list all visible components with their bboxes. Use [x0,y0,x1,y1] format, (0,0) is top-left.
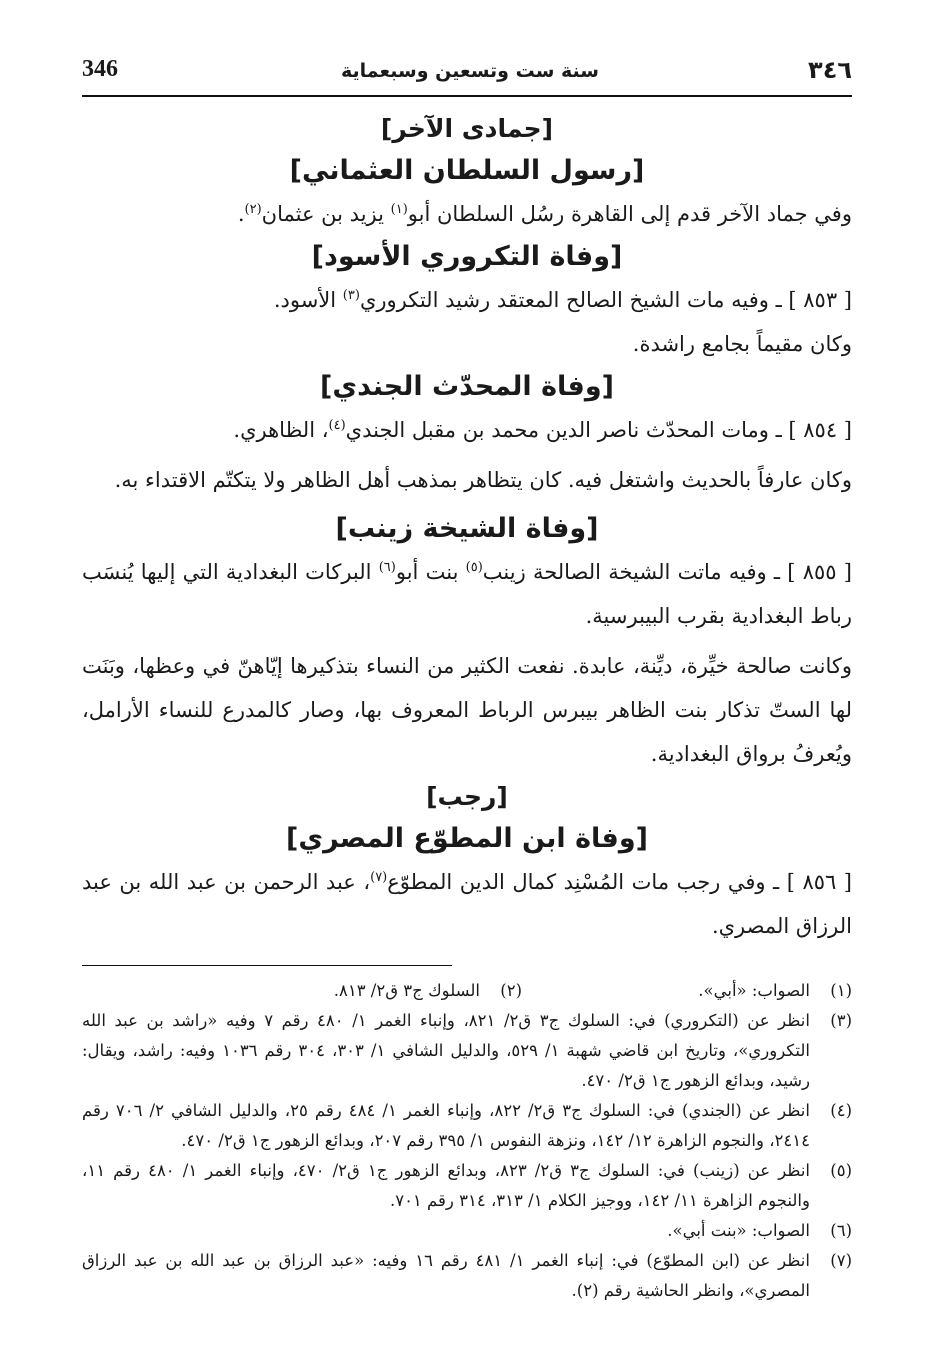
footnote-marker: (٥) [830,1161,852,1180]
footnote-text: الصواب: «بنت أبي». [667,1221,810,1240]
footnote-marker: (٣) [830,1011,852,1030]
footnote-6 [82,1216,852,1246]
header-rule [82,95,852,97]
month-heading-rajab: [رجب] [426,782,508,811]
footnote-2 [192,976,522,1006]
footnote-1 [522,976,852,1006]
text-span: ـ وفي رجب مات المُسْنِد كمال الدين المطوّع [387,870,787,894]
text-span: . [237,202,245,226]
footnote-ref-6: (٦) [378,560,396,575]
entry-856 [82,860,852,948]
text-span: ، عبد الرحمن بن عبد الله بن عبد الرزاق المصري. [82,870,852,938]
text-span: ـ ومات المحدّث ناصر الدين محمد بن مقبل الجندي [345,418,789,442]
entry-855 [82,550,852,638]
entry-853 [82,278,852,322]
text-span: البركات البغدادية التي إليها يُنسَب رباط البغدادية بقرب البيبرسية. [82,560,852,628]
footnote-marker: (١) [830,981,852,1000]
entry-number: [ ٨٥٣ ] [788,288,852,312]
text-span: الأسود. [273,288,343,312]
main-text [82,108,852,948]
footnote-ref-4: (٤) [328,418,346,433]
footnote-rule [82,965,452,966]
footnote-3 [82,1006,852,1096]
footnote-5 [82,1156,852,1216]
text-span: وفي جماد الآخر قدم إلى القاهرة رسُل السلطان أبو [407,202,852,226]
footnote-marker: (٦) [830,1221,852,1240]
footnote-ref-3: (٣) [342,288,360,303]
footnote-marker: (٤) [830,1101,852,1120]
text-span: بنت أبو [395,560,466,584]
text-span: يزيد بن عثمان [261,202,391,226]
footnote-text: الصواب: «أبي». [698,981,810,1000]
footnote-4 [82,1096,852,1156]
footnote-row-1-2 [82,976,852,1006]
section-heading-jundi: [وفاة المحدّث الجندي] [320,371,614,402]
footnote-text: انظر عن (ابن المطوّع) في: إنباء الغمر ١/ ٤٨١ رقم ١٦ وفيه: «عبد الرزاق بن عبد الله بن عبد الرزاق المصري»، وانظر الحاشية رقم (٢). [82,1251,810,1300]
running-header-title: سنة ست وتسعين وسبعماية [341,60,599,82]
footnote-ref-2: (٢) [244,202,262,217]
footnote-7 [82,1246,852,1306]
entry-number: [ ٨٥٥ ] [787,560,852,584]
entry-number: [ ٨٥٤ ] [788,418,852,442]
footnote-text: انظر عن (التكروري) في: السلوك ج٣ ق٢/ ٨٢١، وإنباء الغمر ١/ ٤٨٠ رقم ٧ وفيه «راشد بن عبد الله التكروري»، وتاريخ ابن قاضي شهبة ١/ ٥٢٩، والدليل الشافي ١/ ٣٠٣، ٣٠٤ رقم ١٠٣٦ وفيه: راشد، ويقال: رشيد، وبدائع الزهور ج١ ق٢/ ٤٧٠. [82,1011,810,1090]
section-heading-zaynab: [وفاة الشيخة زينب] [335,513,599,544]
page-number-arabic: ٣٤٦ [808,56,852,84]
text-span: ـ وفيه مات الشيخ الصالح المعتقد رشيد التكروري [359,288,789,312]
footnote-text: السلوك ج٣ ق٢/ ٨١٣. [333,981,480,1000]
text-span: ـ وفيه ماتت الشيخة الصالحة زينب [482,560,788,584]
section-heading-ottoman-envoy: [رسول السلطان العثماني] [289,155,645,186]
footnote-text: انظر عن (الجندي) في: السلوك ج٣ ق٢/ ٨٢٢، وإنباء الغمر ١/ ٤٨٤ رقم ٢٥، والدليل الشافي ٢/ ٧٠٦ رقم ٢٤١٤، والنجوم الزاهرة ١٢/ ١٤٢، ونزهة النفوس ١/ ٣٩٥ رقم ٢٠٧، وبدائع الزهور ج١ ق٢/ ٤٧٠. [82,1101,810,1150]
month-heading-jumada: [جمادى الآخر] [380,114,554,143]
entry-number: [ ٨٥٦ ] [786,870,852,894]
footnote-ref-7: (٧) [370,870,388,885]
entry-853-paragraph-2: وكان مقيماً بجامع راشدة. [632,332,852,356]
entry-854 [82,408,852,452]
text-span: ، الظاهري. [233,418,329,442]
section-heading-mutawwi: [وفاة ابن المطوّع المصري] [286,823,648,854]
footnote-text: انظر عن (زينب) في: السلوك ج٣ ق٢/ ٨٢٣، وبدائع الزهور ج١ ق٢/ ٤٧٠، وإنباء الغمر ١/ ٤٨٠ رقم ١١، والنجوم الزاهرة ١١/ ١٤٢، ووجيز الكلام ١/ ٣١٣، ٣١٤ رقم ٧٠١. [82,1161,811,1210]
page-number-latin: 346 [82,56,118,82]
footnote-marker: (٢) [500,981,522,1000]
entry-855-paragraph-2: وكانت صالحة خيِّرة، ديِّنة، عابدة. نفعت الكثير من النساء بتذكيرها إيّاهنّ في وعظها، وبَنَت لها الستّ تذكار بنت الظاهر بيبرس الرباط المعروف بها، وصار كالمدرع للنساء الأرامل، ويُعرفُ برواق البغدادية. [82,654,852,766]
entry-854-paragraph-2: وكان عارفاً بالحديث واشتغل فيه. كان يتظاهر بمذهب أهل الظاهر ولا يتكتّم الاقتداء به. [114,468,852,492]
section-heading-takruri: [وفاة التكروري الأسود] [311,241,623,272]
footnotes [82,976,852,1306]
footnote-ref-1: (١) [390,202,408,217]
footnote-marker: (٧) [830,1251,852,1270]
footnote-ref-5: (٥) [465,560,483,575]
paragraph-ottoman-envoy [82,192,852,236]
